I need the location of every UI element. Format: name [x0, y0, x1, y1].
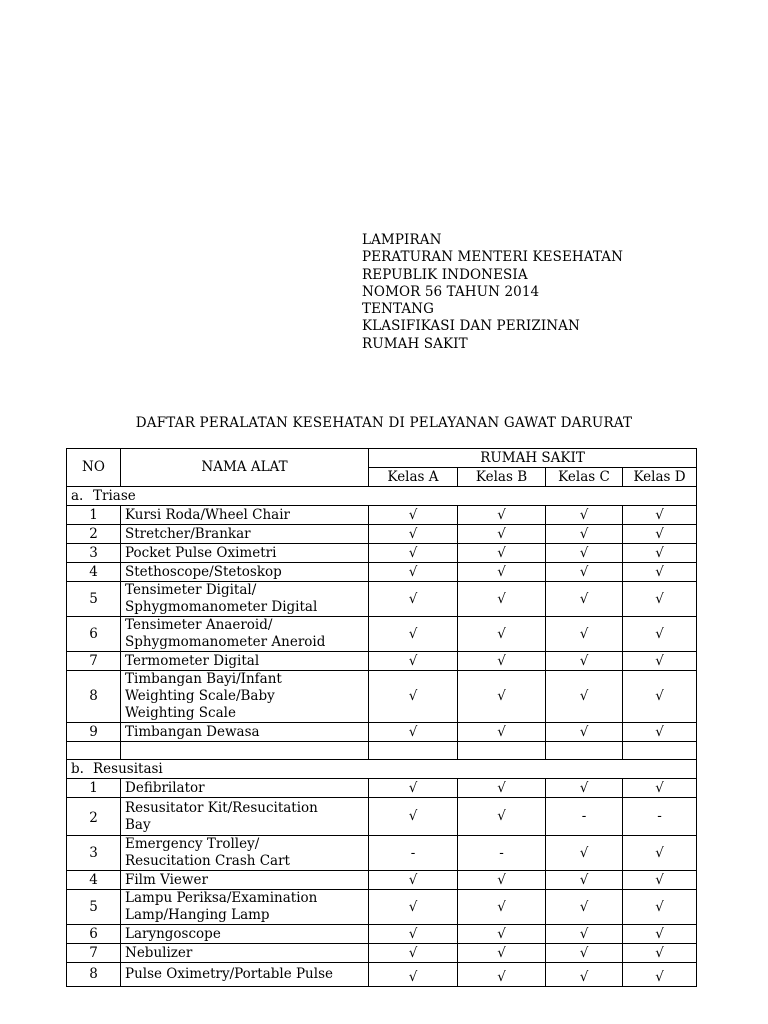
equipment-name-line: Tensimeter Anaeroid/	[125, 617, 273, 633]
row-number: 9	[67, 723, 121, 742]
table-row	[67, 506, 697, 525]
availability-mark: √	[623, 871, 697, 890]
equipment-name-line: Sphygmomanometer Digital	[125, 599, 318, 615]
header-line: RUMAH SAKIT	[362, 335, 468, 352]
row-number: 3	[67, 836, 121, 871]
availability-mark: √	[623, 563, 697, 582]
availability-mark: √	[458, 652, 546, 671]
equipment-name-cell	[121, 582, 369, 617]
availability-mark: √	[369, 779, 458, 798]
section-letter: b.	[71, 760, 84, 777]
table-row	[67, 544, 697, 563]
availability-mark: √	[546, 890, 623, 925]
equipment-name-line: Pocket Pulse Oximetri	[125, 544, 277, 561]
blank-cell	[546, 742, 623, 760]
column-header-kelas-d: Kelas D	[623, 468, 697, 487]
blank-cell	[369, 742, 458, 760]
availability-mark: -	[546, 798, 623, 836]
section-name: Resusitasi	[93, 760, 163, 777]
availability-mark: √	[623, 582, 697, 617]
row-number: 8	[67, 963, 121, 987]
table-row	[67, 963, 697, 987]
table-row	[67, 944, 697, 963]
equipment-name-cell	[121, 871, 369, 890]
availability-mark: √	[369, 944, 458, 963]
equipment-name-cell	[121, 798, 369, 836]
availability-mark: √	[546, 652, 623, 671]
availability-mark: √	[458, 525, 546, 544]
availability-mark: √	[623, 544, 697, 563]
row-number: 6	[67, 617, 121, 652]
table-row	[67, 723, 697, 742]
row-number: 4	[67, 871, 121, 890]
equipment-name-line: Kursi Roda/Wheel Chair	[125, 506, 291, 523]
availability-mark: √	[369, 890, 458, 925]
equipment-name-line: Lampu Periksa/Examination	[125, 890, 318, 906]
equipment-name-line: Timbangan Dewasa	[125, 723, 260, 740]
row-number: 2	[67, 525, 121, 544]
row-number: 7	[67, 652, 121, 671]
table-row	[67, 617, 697, 652]
availability-mark: √	[623, 723, 697, 742]
equipment-name-cell	[121, 617, 369, 652]
row-number: 5	[67, 582, 121, 617]
availability-mark: √	[369, 963, 458, 987]
availability-mark: √	[369, 506, 458, 525]
equipment-name-cell	[121, 563, 369, 582]
equipment-name-line: Termometer Digital	[125, 652, 260, 669]
equipment-name-line: Tensimeter Digital/	[125, 582, 257, 598]
table-row	[67, 925, 697, 944]
equipment-name-cell	[121, 723, 369, 742]
document-header	[362, 232, 623, 353]
availability-mark: √	[458, 871, 546, 890]
equipment-name-line: Film Viewer	[125, 871, 208, 888]
equipment-name-cell	[121, 944, 369, 963]
column-header-kelas-b: Kelas B	[458, 468, 546, 487]
header-line: PERATURAN MENTERI KESEHATAN	[362, 249, 624, 266]
availability-mark: √	[623, 836, 697, 871]
blank-cell	[458, 742, 546, 760]
availability-mark: √	[458, 925, 546, 944]
availability-mark: √	[623, 963, 697, 987]
availability-mark: √	[623, 671, 697, 723]
header-line: REPUBLIK INDONESIA	[362, 266, 528, 283]
equipment-name-cell	[121, 671, 369, 723]
availability-mark: √	[369, 563, 458, 582]
availability-mark: √	[458, 582, 546, 617]
header-line: LAMPIRAN	[362, 232, 442, 248]
equipment-name-line: Weighting Scale	[125, 705, 236, 721]
column-header-kelas-c: Kelas C	[546, 468, 623, 487]
availability-mark: √	[546, 779, 623, 798]
equipment-name-line: Timbangan Bayi/Infant	[125, 671, 282, 687]
availability-mark: √	[369, 925, 458, 944]
row-number: 1	[67, 779, 121, 798]
availability-mark: √	[369, 525, 458, 544]
row-number: 1	[67, 506, 121, 525]
header-line: KLASIFIKASI DAN PERIZINAN	[362, 318, 580, 335]
section-cell	[67, 760, 697, 779]
blank-cell	[623, 742, 697, 760]
row-number: 8	[67, 671, 121, 723]
column-header-kelas-a: Kelas A	[369, 468, 458, 487]
availability-mark: √	[458, 671, 546, 723]
availability-mark: √	[623, 925, 697, 944]
equipment-name-cell	[121, 779, 369, 798]
equipment-name-cell	[121, 544, 369, 563]
equipment-name-cell	[121, 925, 369, 944]
row-number: 5	[67, 890, 121, 925]
availability-mark: √	[458, 798, 546, 836]
row-number: 3	[67, 544, 121, 563]
row-number: 2	[67, 798, 121, 836]
section-row	[67, 487, 697, 506]
availability-mark: √	[623, 652, 697, 671]
section-cell	[67, 487, 697, 506]
availability-mark: √	[623, 506, 697, 525]
availability-mark: -	[458, 836, 546, 871]
equipment-name-line: Nebulizer	[125, 944, 193, 961]
availability-mark: √	[546, 944, 623, 963]
availability-mark: √	[458, 544, 546, 563]
equipment-name-line: Weighting Scale/Baby	[125, 688, 275, 704]
availability-mark: √	[546, 963, 623, 987]
availability-mark: √	[623, 890, 697, 925]
availability-mark: √	[546, 836, 623, 871]
equipment-name-line: Resucitation Crash Cart	[125, 853, 290, 869]
table-row	[67, 836, 697, 871]
table-row	[67, 652, 697, 671]
table-row	[67, 890, 697, 925]
equipment-name-line: Defibrilator	[125, 779, 205, 796]
table-row	[67, 525, 697, 544]
availability-mark: √	[369, 652, 458, 671]
document-title: DAFTAR PERALATAN KESEHATAN DI PELAYANAN GAWAT DARURAT	[135, 415, 633, 431]
blank-cell	[121, 742, 369, 760]
equipment-name-line: Stethoscope/Stetoskop	[125, 563, 282, 580]
row-number: 6	[67, 925, 121, 944]
table-row	[67, 798, 697, 836]
table-row	[67, 871, 697, 890]
availability-mark: √	[623, 617, 697, 652]
availability-mark: √	[369, 798, 458, 836]
column-group-header: RUMAH SAKIT	[369, 449, 697, 468]
availability-mark: √	[369, 723, 458, 742]
availability-mark: √	[369, 617, 458, 652]
availability-mark: √	[623, 779, 697, 798]
availability-mark: √	[546, 525, 623, 544]
blank-cell	[67, 742, 121, 760]
equipment-name-cell	[121, 652, 369, 671]
availability-mark: √	[369, 671, 458, 723]
equipment-name-cell	[121, 963, 369, 987]
header-line: TENTANG	[362, 301, 434, 318]
availability-mark: √	[623, 525, 697, 544]
availability-mark: √	[458, 617, 546, 652]
availability-mark: -	[369, 836, 458, 871]
availability-mark: √	[458, 963, 546, 987]
availability-mark: √	[458, 723, 546, 742]
table-row	[67, 779, 697, 798]
section-letter: a.	[71, 487, 84, 504]
availability-mark: √	[546, 582, 623, 617]
availability-mark: √	[546, 671, 623, 723]
availability-mark: √	[458, 779, 546, 798]
equipment-name-cell	[121, 836, 369, 871]
table-body	[67, 487, 697, 987]
availability-mark: √	[458, 944, 546, 963]
availability-mark: √	[369, 871, 458, 890]
equipment-name-line: Laryngoscope	[125, 925, 221, 942]
equipment-name-cell	[121, 525, 369, 544]
availability-mark: √	[369, 544, 458, 563]
row-number: 7	[67, 944, 121, 963]
blank-row	[67, 742, 697, 760]
row-number: 4	[67, 563, 121, 582]
availability-mark: √	[546, 544, 623, 563]
table-row	[67, 563, 697, 582]
availability-mark: √	[623, 944, 697, 963]
equipment-name-cell	[121, 506, 369, 525]
availability-mark: -	[623, 798, 697, 836]
equipment-name-cell	[121, 890, 369, 925]
availability-mark: √	[546, 563, 623, 582]
equipment-name-line: Bay	[125, 816, 151, 833]
column-header-no: NO	[67, 449, 121, 487]
equipment-name-line: Emergency Trolley/	[125, 836, 260, 852]
availability-mark: √	[546, 925, 623, 944]
equipment-name-line: Stretcher/Brankar	[125, 525, 251, 542]
availability-mark: √	[546, 871, 623, 890]
table-row	[67, 671, 697, 723]
availability-mark: √	[546, 506, 623, 525]
availability-mark: √	[369, 582, 458, 617]
availability-mark: √	[546, 617, 623, 652]
equipment-name-line: Lamp/Hanging Lamp	[125, 907, 270, 923]
table-row	[67, 582, 697, 617]
header-line: NOMOR 56 TAHUN 2014	[362, 283, 540, 300]
equipment-table	[66, 448, 697, 987]
column-header-name: NAMA ALAT	[121, 449, 369, 487]
availability-mark: √	[458, 563, 546, 582]
section-name: Triase	[93, 487, 136, 504]
equipment-name-line: Resusitator Kit/Resucitation	[125, 799, 318, 816]
section-row	[67, 760, 697, 779]
availability-mark: √	[458, 890, 546, 925]
equipment-name-line: Sphygmomanometer Aneroid	[125, 634, 326, 650]
availability-mark: √	[458, 506, 546, 525]
availability-mark: √	[546, 723, 623, 742]
equipment-name-line: Pulse Oximetry/Portable Pulse	[125, 966, 333, 982]
